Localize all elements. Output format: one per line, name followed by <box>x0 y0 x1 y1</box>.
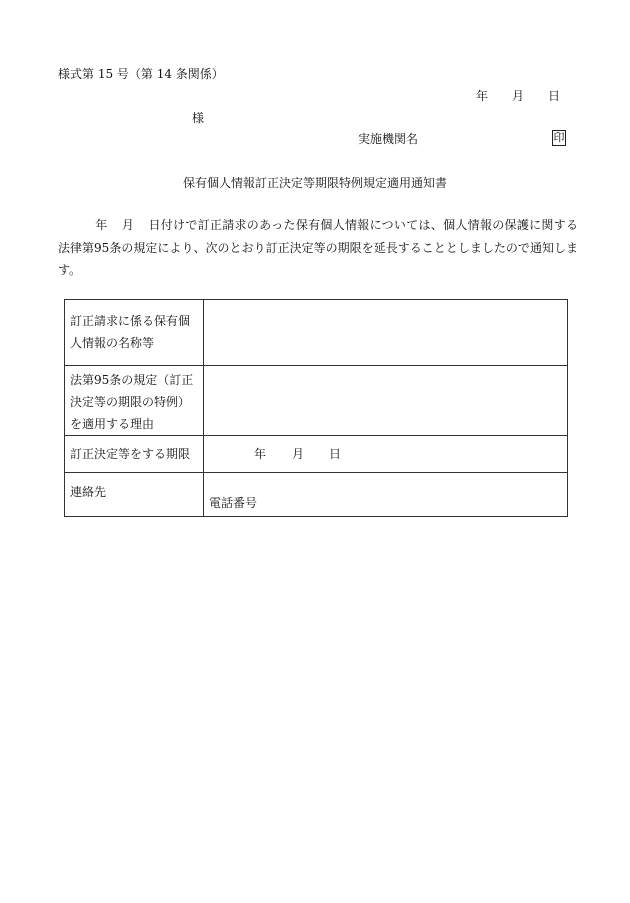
issue-date <box>476 88 560 104</box>
date-month: 月 <box>512 89 525 103</box>
row-label-deadline: 訂正決定等をする期限 <box>65 436 204 473</box>
deadline-day: 日 <box>329 447 342 461</box>
form-number: 様式第 15 号（第 14 条関係） <box>58 67 224 81</box>
row-value-information-name <box>204 300 568 366</box>
deadline-month: 月 <box>292 447 305 461</box>
table-row <box>65 473 568 517</box>
row-label-reason: 法第95条の規定（訂正決定等の期限の特例）を適用する理由 <box>65 366 204 436</box>
organization-label: 実施機関名 <box>358 132 419 146</box>
table-row <box>65 300 568 366</box>
date-year: 年 <box>476 89 489 103</box>
table-row <box>65 436 568 473</box>
row-label-contact: 連絡先 <box>65 473 204 517</box>
body-year: 年 <box>95 218 108 232</box>
deadline-year: 年 <box>254 447 267 461</box>
date-day: 日 <box>548 89 561 103</box>
table-row <box>65 366 568 436</box>
row-value-deadline <box>204 436 568 473</box>
seal-mark: 印 <box>553 131 565 144</box>
row-value-reason <box>204 366 568 436</box>
row-label-information-name: 訂正請求に係る保有個人情報の名称等 <box>65 300 204 366</box>
body-paragraph <box>58 214 578 282</box>
row-value-contact: 電話番号 <box>204 473 568 517</box>
body-month: 月 <box>121 218 135 232</box>
document-title: 保有個人情報訂正決定等期限特例規定適用通知書 <box>182 176 447 190</box>
recipient-suffix: 様 <box>192 111 205 125</box>
body-text: 日付けで訂正請求のあった保有個人情報については、個人情報の保護に関する法律第95条の規定により、次のとおり訂正決定等の期限を延長することとしましたので通知します。 <box>58 218 578 277</box>
notice-table <box>64 299 568 517</box>
